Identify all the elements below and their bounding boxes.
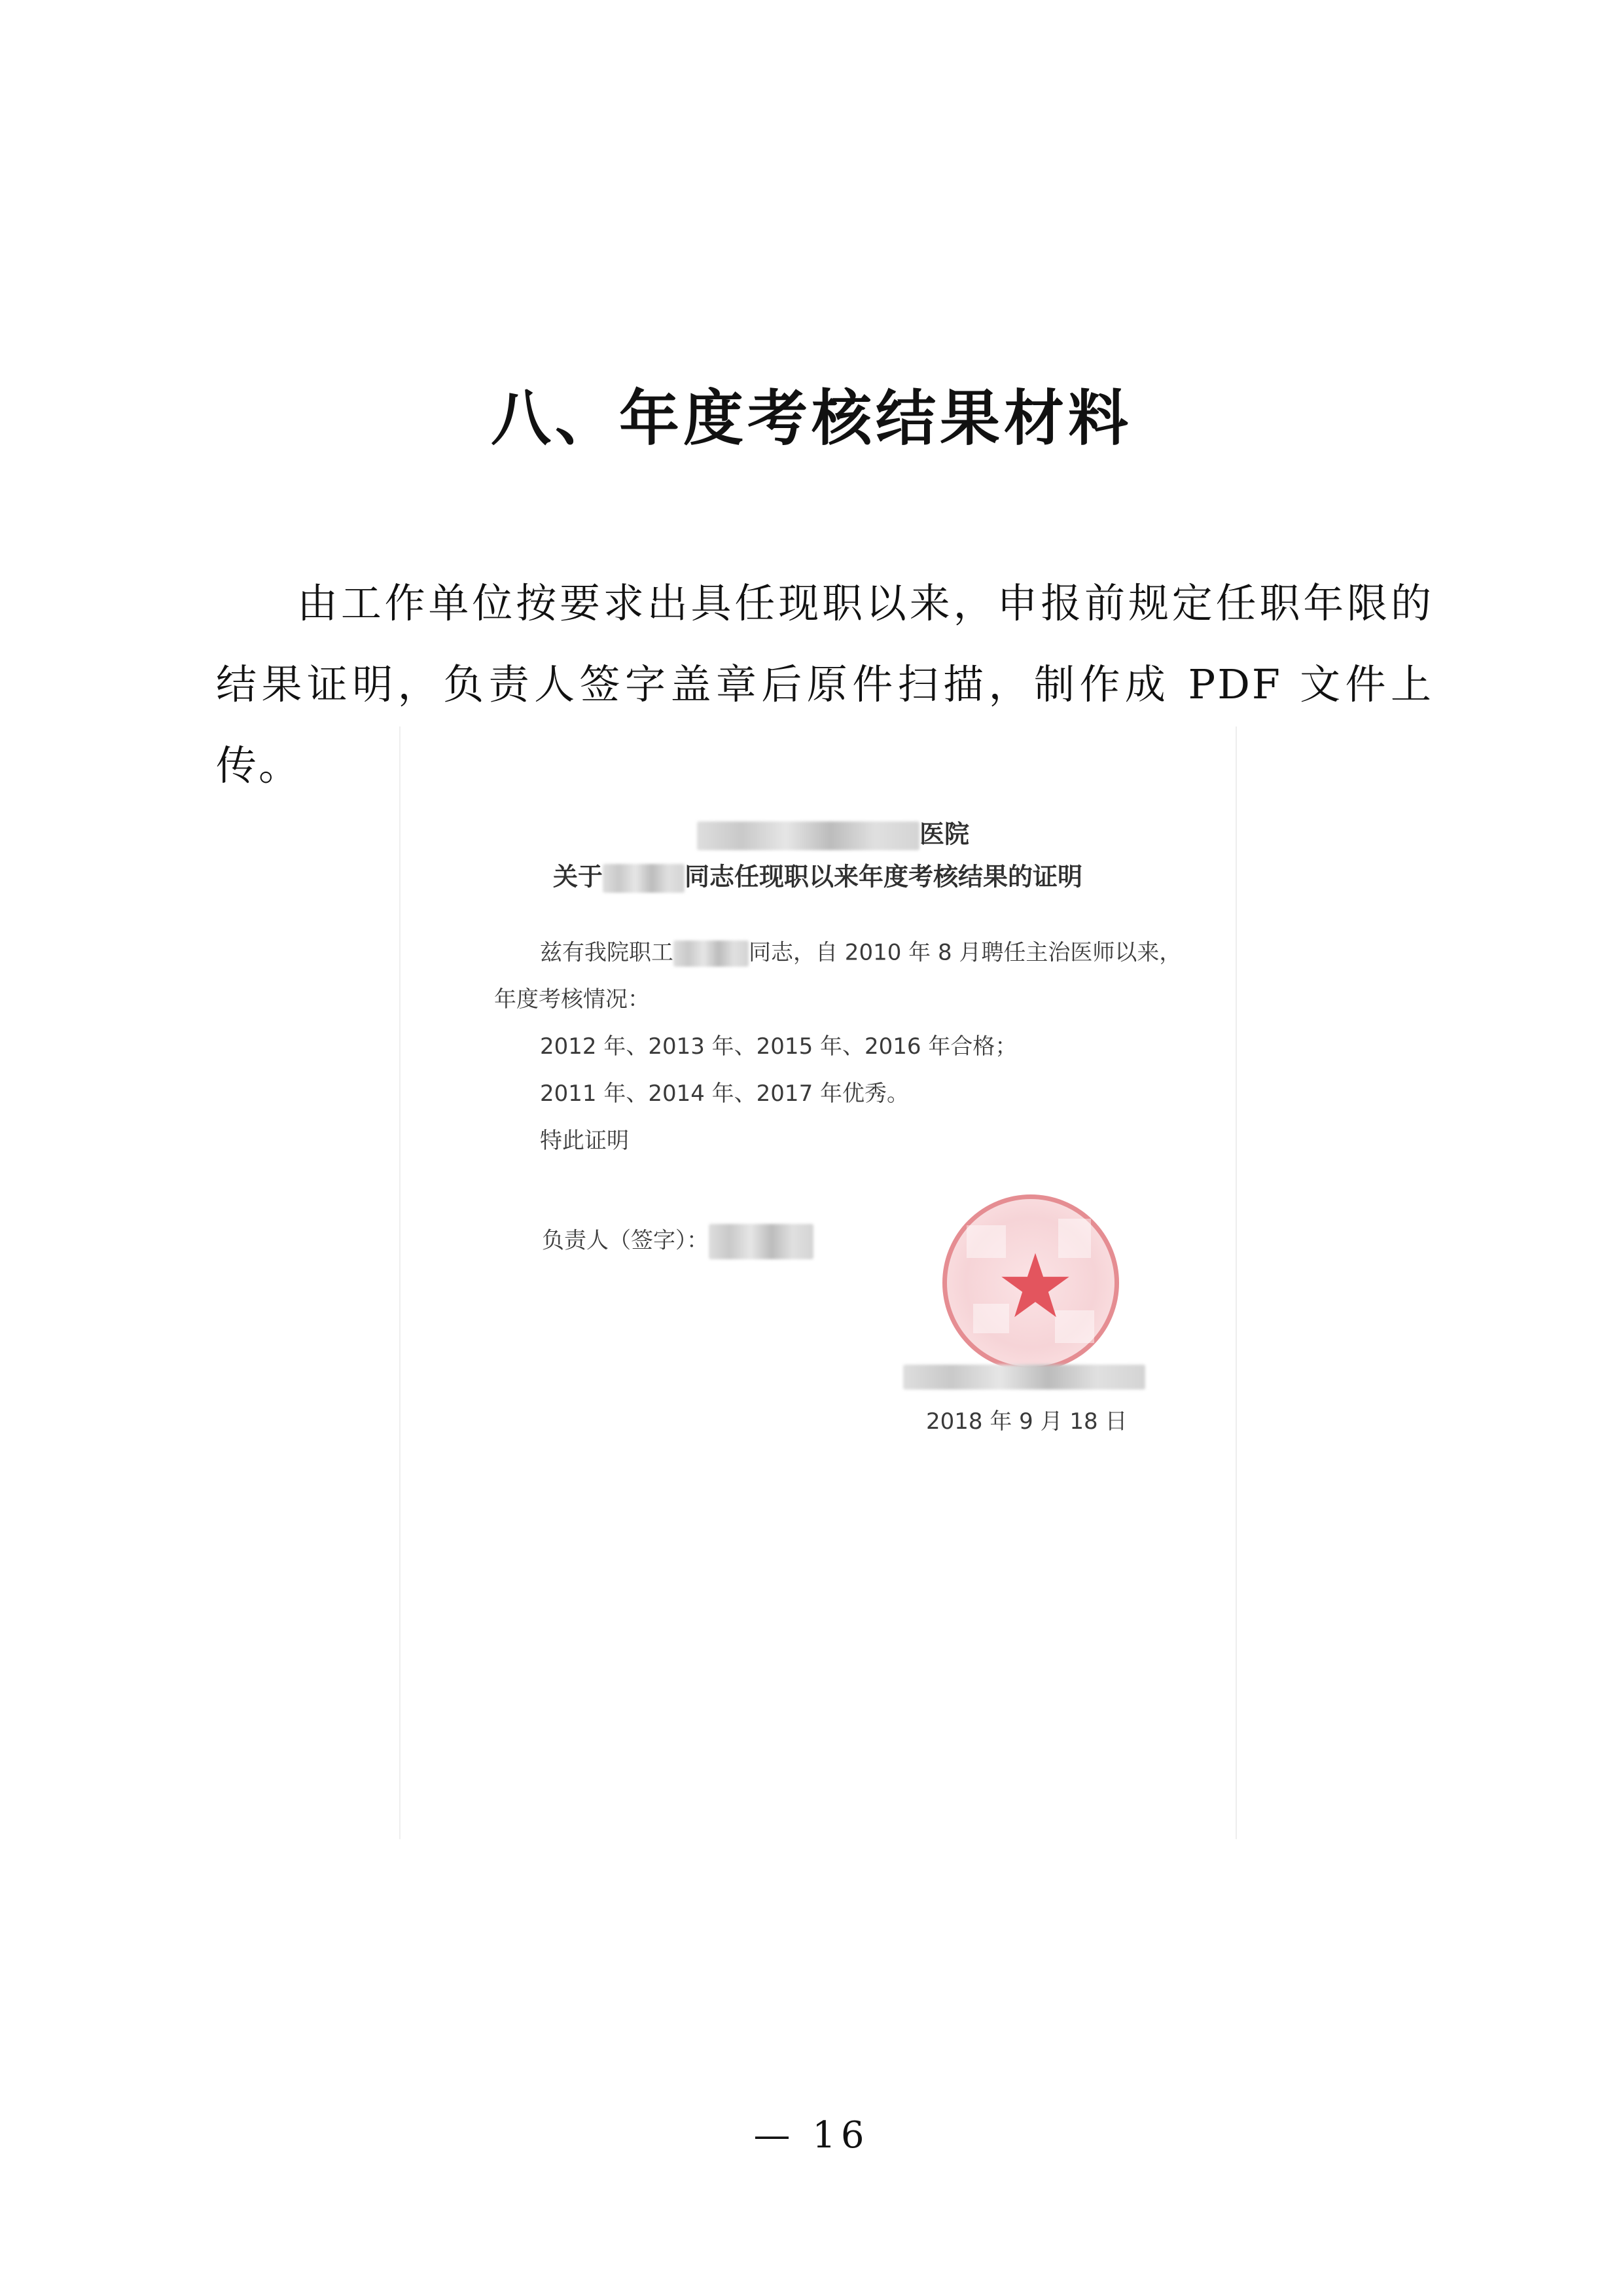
signatory-label: 负责人（签字）：	[542, 1227, 709, 1254]
instructions-paragraph: 由工作单位按要求出具任现职以来，申报前规定任职年限的结果证明，负责人签字盖章后原件扫描，制作成 PDF 文件上传。	[216, 579, 1433, 789]
hospital-suffix: 医院	[919, 819, 970, 849]
certificate-line-1	[540, 941, 1181, 967]
redacted-signature	[709, 1224, 813, 1259]
certificate-line-2: 年度考核情况：	[494, 986, 650, 1013]
page-heading: 八、年度考核结果材料	[490, 384, 1132, 454]
red-star-icon	[999, 1251, 1071, 1320]
certificate-hospital	[697, 821, 969, 850]
certificate-line-3: 2012 年、2013 年、2015 年、2016 年合格；	[540, 1033, 1018, 1060]
certificate-line-4: 2011 年、2014 年、2017 年优秀。	[540, 1081, 910, 1107]
line1-prefix: 兹有我院职工	[540, 939, 673, 966]
certificate-line-5: 特此证明	[540, 1128, 629, 1154]
title-prefix: 关于	[553, 862, 603, 891]
redacted-hospital-name	[697, 821, 919, 850]
certificate-date: 2018 年 9 月 18 日	[926, 1408, 1128, 1435]
official-seal	[942, 1194, 1119, 1371]
scanned-certificate	[399, 726, 1237, 1839]
page-number: — 16	[753, 2114, 870, 2157]
redacted-employee-name-2	[673, 941, 749, 967]
signatory-line	[542, 1224, 813, 1259]
line1-suffix: 同志，自 2010 年 8 月聘任主治医师以来，	[749, 939, 1182, 966]
redacted-employee-name	[603, 864, 685, 893]
certificate-title	[553, 864, 1082, 893]
redacted-organization	[903, 1365, 1145, 1390]
title-suffix: 同志任现职以来年度考核结果的证明	[685, 862, 1083, 891]
redacted-organization-name	[903, 1365, 1145, 1390]
